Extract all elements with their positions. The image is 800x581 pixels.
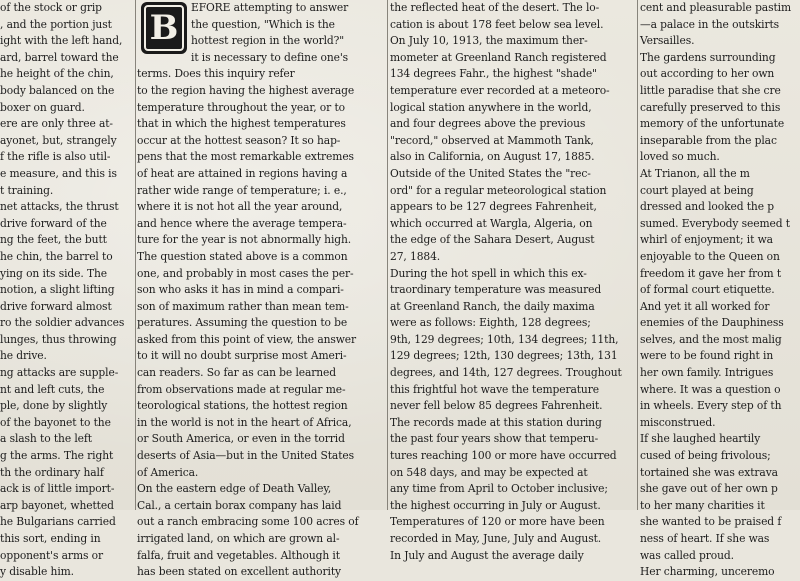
text-line: which occurred at Wargla, Algeria, on xyxy=(390,216,593,230)
text-line: boxer on guard. xyxy=(0,100,85,114)
text-line: Her charming, unceremo xyxy=(640,565,775,579)
column-2 xyxy=(137,0,385,579)
text-line: occur at the hottest season? It so hap- xyxy=(137,133,341,147)
text-line: can readers. So far as can be learned xyxy=(137,366,337,380)
text-line: 129 degrees; 12th, 130 degrees; 13th, 131 xyxy=(390,349,618,363)
text-line: ng the feet, the butt xyxy=(0,233,107,247)
text-line: falfa, fruit and vegetables. Although it xyxy=(137,548,340,562)
text-line: loved so much. xyxy=(640,150,720,164)
text-line: irrigated land, on which are grown al- xyxy=(137,532,340,545)
text-line: of the bayonet to the xyxy=(0,415,111,429)
text-line: At Trianon, all the m xyxy=(640,166,750,180)
text-line: and four degrees above the previous xyxy=(390,117,586,131)
text-line: 27, 1884. xyxy=(390,249,441,263)
text-line: and hence where the average tempera- xyxy=(137,216,347,230)
text-line: deserts of Asia—but in the United States xyxy=(137,449,355,463)
text-line: opponent's arms or xyxy=(0,548,103,562)
text-line: to it will no doubt surprise most Ameri- xyxy=(137,349,347,363)
text-line: The question stated above is a common xyxy=(137,249,348,263)
text-line: ying on its side. The xyxy=(0,266,107,280)
text-line: inseparable from the plac xyxy=(640,133,777,147)
drop-cap-letter: B xyxy=(149,8,179,48)
text-line: "record," observed at Mammoth Tank, xyxy=(390,133,594,147)
text-line: y disable him. xyxy=(0,565,74,579)
text-line: a slash to the left xyxy=(0,432,92,446)
column-4 xyxy=(640,0,800,579)
text-line: memory of the unfortunate xyxy=(640,117,785,131)
text-line: If she laughed heartily xyxy=(640,432,761,446)
text-line: rather wide range of temperature; i. e., xyxy=(137,183,347,197)
column-rule xyxy=(135,0,136,510)
text-line: hottest region in the world?" xyxy=(191,34,345,48)
text-line: 134 degrees Fahr., the highest "shade" xyxy=(390,67,597,81)
text-line: the question, "Which is the xyxy=(191,17,335,31)
text-line: mometer at Greenland Ranch registered xyxy=(390,50,607,64)
text-line: During the hot spell in which this ex- xyxy=(390,266,587,280)
text-line: body balanced on the xyxy=(0,83,115,97)
text-line: EFORE attempting to answer xyxy=(191,1,349,14)
text-line: recorded in May, June, July and August. xyxy=(390,532,602,545)
text-line: where. It was a question o xyxy=(640,382,781,396)
text-line: little paradise that she cre xyxy=(640,83,781,97)
text-line: ness of heart. If she was xyxy=(640,532,770,545)
text-line: were as follows: Eighth, 128 degrees; xyxy=(390,316,591,330)
text-line: of heat are attained in regions having a xyxy=(137,166,348,180)
text-line: out according to her own xyxy=(640,67,775,81)
column-3 xyxy=(390,0,634,562)
text-line: ro the soldier advances xyxy=(0,316,125,330)
text-line: Cal., a certain borax company has laid xyxy=(137,498,342,512)
text-line: temperature throughout the year, or to xyxy=(137,100,345,114)
text-line: nt and left cuts, the xyxy=(0,382,105,396)
text-line: he chin, the barrel to xyxy=(0,249,113,263)
text-line: The gardens surrounding xyxy=(640,50,776,64)
text-line: he drive. xyxy=(0,349,47,363)
text-line: pens that the most remarkable extremes xyxy=(137,150,354,164)
text-line: has been stated on excellent authority xyxy=(137,565,341,579)
text-line: she wanted to be praised f xyxy=(640,515,782,529)
text-line: ere are only three at- xyxy=(0,117,113,131)
text-line: lunges, thus throwing xyxy=(0,332,117,346)
text-line: notion, a slight lifting xyxy=(0,283,115,297)
text-line: tures reaching 100 or more have occurred xyxy=(390,449,617,463)
text-line: g the arms. The right xyxy=(0,449,114,463)
text-line: traordinary temperature was measured xyxy=(390,283,602,297)
text-line: And yet it all worked for xyxy=(640,299,770,313)
text-line: of the stock or grip xyxy=(0,1,102,14)
text-line: of formal court etiquette. xyxy=(640,283,775,297)
text-line: logical station anywhere in the world, xyxy=(390,100,592,114)
text-line: cent and pleasurable pastim xyxy=(640,1,792,14)
text-line: her own family. Intrigues xyxy=(640,366,774,380)
text-line: this sort, ending in xyxy=(0,532,101,545)
text-line: Outside of the United States the "rec- xyxy=(390,166,591,180)
text-line: one, and probably in most cases the per- xyxy=(137,266,354,280)
text-line: ture for the year is not abnormally high. xyxy=(137,233,352,247)
text-line: or South America, or even in the torrid xyxy=(137,432,345,446)
text-line: temperature ever recorded at a meteoro- xyxy=(390,83,610,97)
text-line: ple, done by slightly xyxy=(0,399,108,413)
text-line: court played at being xyxy=(640,183,754,197)
text-line: ight with the left hand, xyxy=(0,34,123,48)
text-line: drive forward of the xyxy=(0,216,107,230)
text-line: , and the portion just xyxy=(0,17,112,31)
text-line: carefully preserved to this xyxy=(640,100,781,114)
text-line: arp bayonet, whetted xyxy=(0,498,114,512)
text-line: son of maximum rather than mean tem- xyxy=(137,299,349,313)
text-line: from observations made at regular me- xyxy=(137,382,346,396)
text-line: it is necessary to define one's xyxy=(191,50,349,64)
text-line: The records made at this station during xyxy=(390,415,602,429)
column-1 xyxy=(0,0,134,579)
text-line: terms. Does this inquiry refer xyxy=(137,67,295,81)
text-line: net attacks, the thrust xyxy=(0,200,119,214)
column-rule xyxy=(387,0,388,510)
text-line: the reflected heat of the desert. The lo- xyxy=(390,1,600,14)
text-line: out a ranch embracing some 100 acres of xyxy=(137,515,359,529)
text-line: asked from this point of view, the answer xyxy=(137,332,357,346)
text-line: On July 10, 1913, the maximum ther- xyxy=(390,34,588,48)
text-line: of America. xyxy=(137,465,199,479)
text-line: appears to be 127 degrees Fahrenheit, xyxy=(390,200,597,214)
text-line: he height of the chin, xyxy=(0,67,114,81)
text-line: son who asks it has in mind a compari- xyxy=(137,283,344,297)
text-line: ard, barrel toward the xyxy=(0,50,119,64)
text-line: peratures. Assuming the question to be xyxy=(137,316,348,330)
text-line: were to be found right in xyxy=(640,349,774,363)
text-line: to her many charities it xyxy=(640,498,765,512)
text-line: In July and August the average daily xyxy=(390,548,584,562)
text-line: in wheels. Every step of th xyxy=(640,399,782,413)
text-line: teorological stations, the hottest region xyxy=(137,399,348,413)
text-line: Versailles. xyxy=(640,34,695,48)
text-line: ack is of little import- xyxy=(0,482,115,496)
text-line: whirl of enjoyment; it wa xyxy=(640,233,773,247)
text-line: in the world is not in the heart of Africa, xyxy=(137,415,352,429)
text-line: enemies of the Dauphiness xyxy=(640,316,784,330)
text-line: selves, and the most malig xyxy=(640,332,782,346)
text-line: was called proud. xyxy=(640,548,734,562)
column-rule xyxy=(637,0,638,510)
text-line: the past four years show that temperu- xyxy=(390,432,599,446)
text-line: sumed. Everybody seemed t xyxy=(640,216,790,230)
text-line: on 548 days, and may be expected at xyxy=(390,465,588,479)
text-line: ayonet, but, strangely xyxy=(0,133,117,147)
text-line: he Bulgarians carried xyxy=(0,515,116,529)
text-line: cation is about 178 feet below sea level. xyxy=(390,17,604,31)
text-line: this frightful hot wave the temperature xyxy=(390,382,599,396)
text-line: —a palace in the outskirts xyxy=(640,17,780,31)
text-line: that in which the highest temperatures xyxy=(137,117,346,131)
text-line: 9th, 129 degrees; 10th, 134 degrees; 11th, xyxy=(390,332,619,346)
text-line: where it is not hot all the year around, xyxy=(137,200,343,214)
text-line: tortained she was extrava xyxy=(640,465,778,479)
text-line: freedom it gave her from t xyxy=(640,266,782,280)
text-line: the edge of the Sahara Desert, August xyxy=(390,233,595,247)
text-line: On the eastern edge of Death Valley, xyxy=(137,482,332,496)
text-line: never fell below 85 degrees Fahrenheit. xyxy=(390,399,603,413)
text-line: cused of being frivolous; xyxy=(640,449,771,463)
text-line: f the rifle is also util- xyxy=(0,150,111,164)
text-line: drive forward almost xyxy=(0,299,112,313)
text-line: Temperatures of 120 or more have been xyxy=(390,515,605,529)
text-line: any time from April to October inclusive; xyxy=(390,482,608,496)
text-line: th the ordinary half xyxy=(0,465,104,479)
text-line: she gave out of her own p xyxy=(640,482,778,496)
text-line: degrees, and 14th, 127 degrees. Troughout xyxy=(390,366,622,380)
text-line: the highest occurring in July or August. xyxy=(390,498,601,512)
text-line: enjoyable to the Queen on xyxy=(640,249,780,263)
text-line: e measure, and this is xyxy=(0,166,117,180)
text-line: ng attacks are supple- xyxy=(0,366,119,380)
text-line: at Greenland Ranch, the daily maxima xyxy=(390,299,595,313)
text-line: ord" for a regular meteorological station xyxy=(390,183,607,197)
text-line: to the region having the highest average xyxy=(137,83,355,97)
text-line: misconstrued. xyxy=(640,415,716,429)
text-line: dressed and looked the p xyxy=(640,200,774,214)
text-line: also in California, on August 17, 1885. xyxy=(390,150,595,164)
text-line: t training. xyxy=(0,183,54,197)
